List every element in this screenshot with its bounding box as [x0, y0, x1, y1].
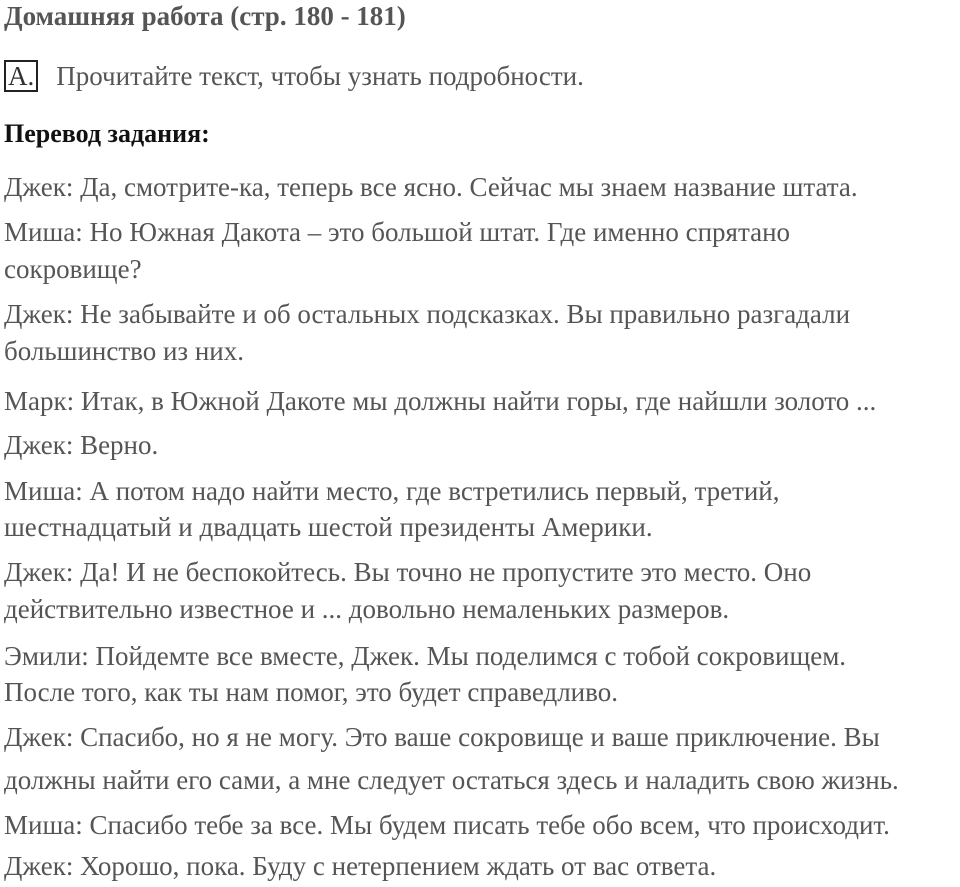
dialogue-line: шестнадцатый и двадцать шестой президенты Америки.	[4, 512, 653, 542]
task-text: Прочитайте текст, чтобы узнать подробности.	[56, 60, 584, 91]
dialogue-line: Миша: А потом надо найти место, где встретились первый, третий,	[4, 476, 780, 506]
dialogue-line: большинство из них.	[4, 336, 244, 366]
dialogue-line: Марк: Итак, в Южной Дакоте мы должны найти горы, где найшли золото ...	[4, 386, 877, 416]
dialogue-line: Джек: Не забывайте и об остальных подсказках. Вы правильно разгадали	[4, 299, 851, 329]
dialogue-line: После того, как ты нам помог, это будет справедливо.	[4, 677, 618, 707]
task-instruction	[4, 58, 584, 94]
dialogue-line: Миша: Но Южная Дакота – это большой штат. Где именно спрятано	[4, 217, 791, 247]
dialogue-line: Эмили: Пойдемте все вместе, Джек. Мы поделимся с тобой сокровищем.	[4, 641, 847, 671]
dialogue-line: действительно известное и ... довольно немаленьких размеров.	[4, 594, 730, 624]
task-label-box: A.	[4, 60, 38, 92]
dialogue-line: Миша: Спасибо тебе за все. Мы будем писать тебе обо всем, что происходит.	[4, 810, 890, 840]
dialogue-line: должны найти его сами, а мне следует остаться здесь и наладить свою жизнь.	[4, 765, 899, 795]
dialogue-line: Джек: Да, смотрите-ка, теперь все ясно. Сейчас мы знаем название штата.	[4, 172, 858, 202]
dialogue-line: Джек: Спасибо, но я не могу. Это ваше сокровище и ваше приключение. Вы	[4, 722, 880, 752]
dialogue-line: Джек: Да! И не беспокойтесь. Вы точно не пропустите это место. Оно	[4, 557, 812, 587]
dialogue-line: Джек: Хорошо, пока. Буду с нетерпением ждать от вас ответа.	[4, 851, 717, 881]
translation-title: Перевод задания:	[4, 119, 210, 148]
dialogue-line: Джек: Верно.	[4, 430, 159, 460]
dialogue-line: сокровище?	[4, 254, 142, 284]
page-title: Домашняя работа (стр. 180 - 181)	[4, 1, 406, 31]
